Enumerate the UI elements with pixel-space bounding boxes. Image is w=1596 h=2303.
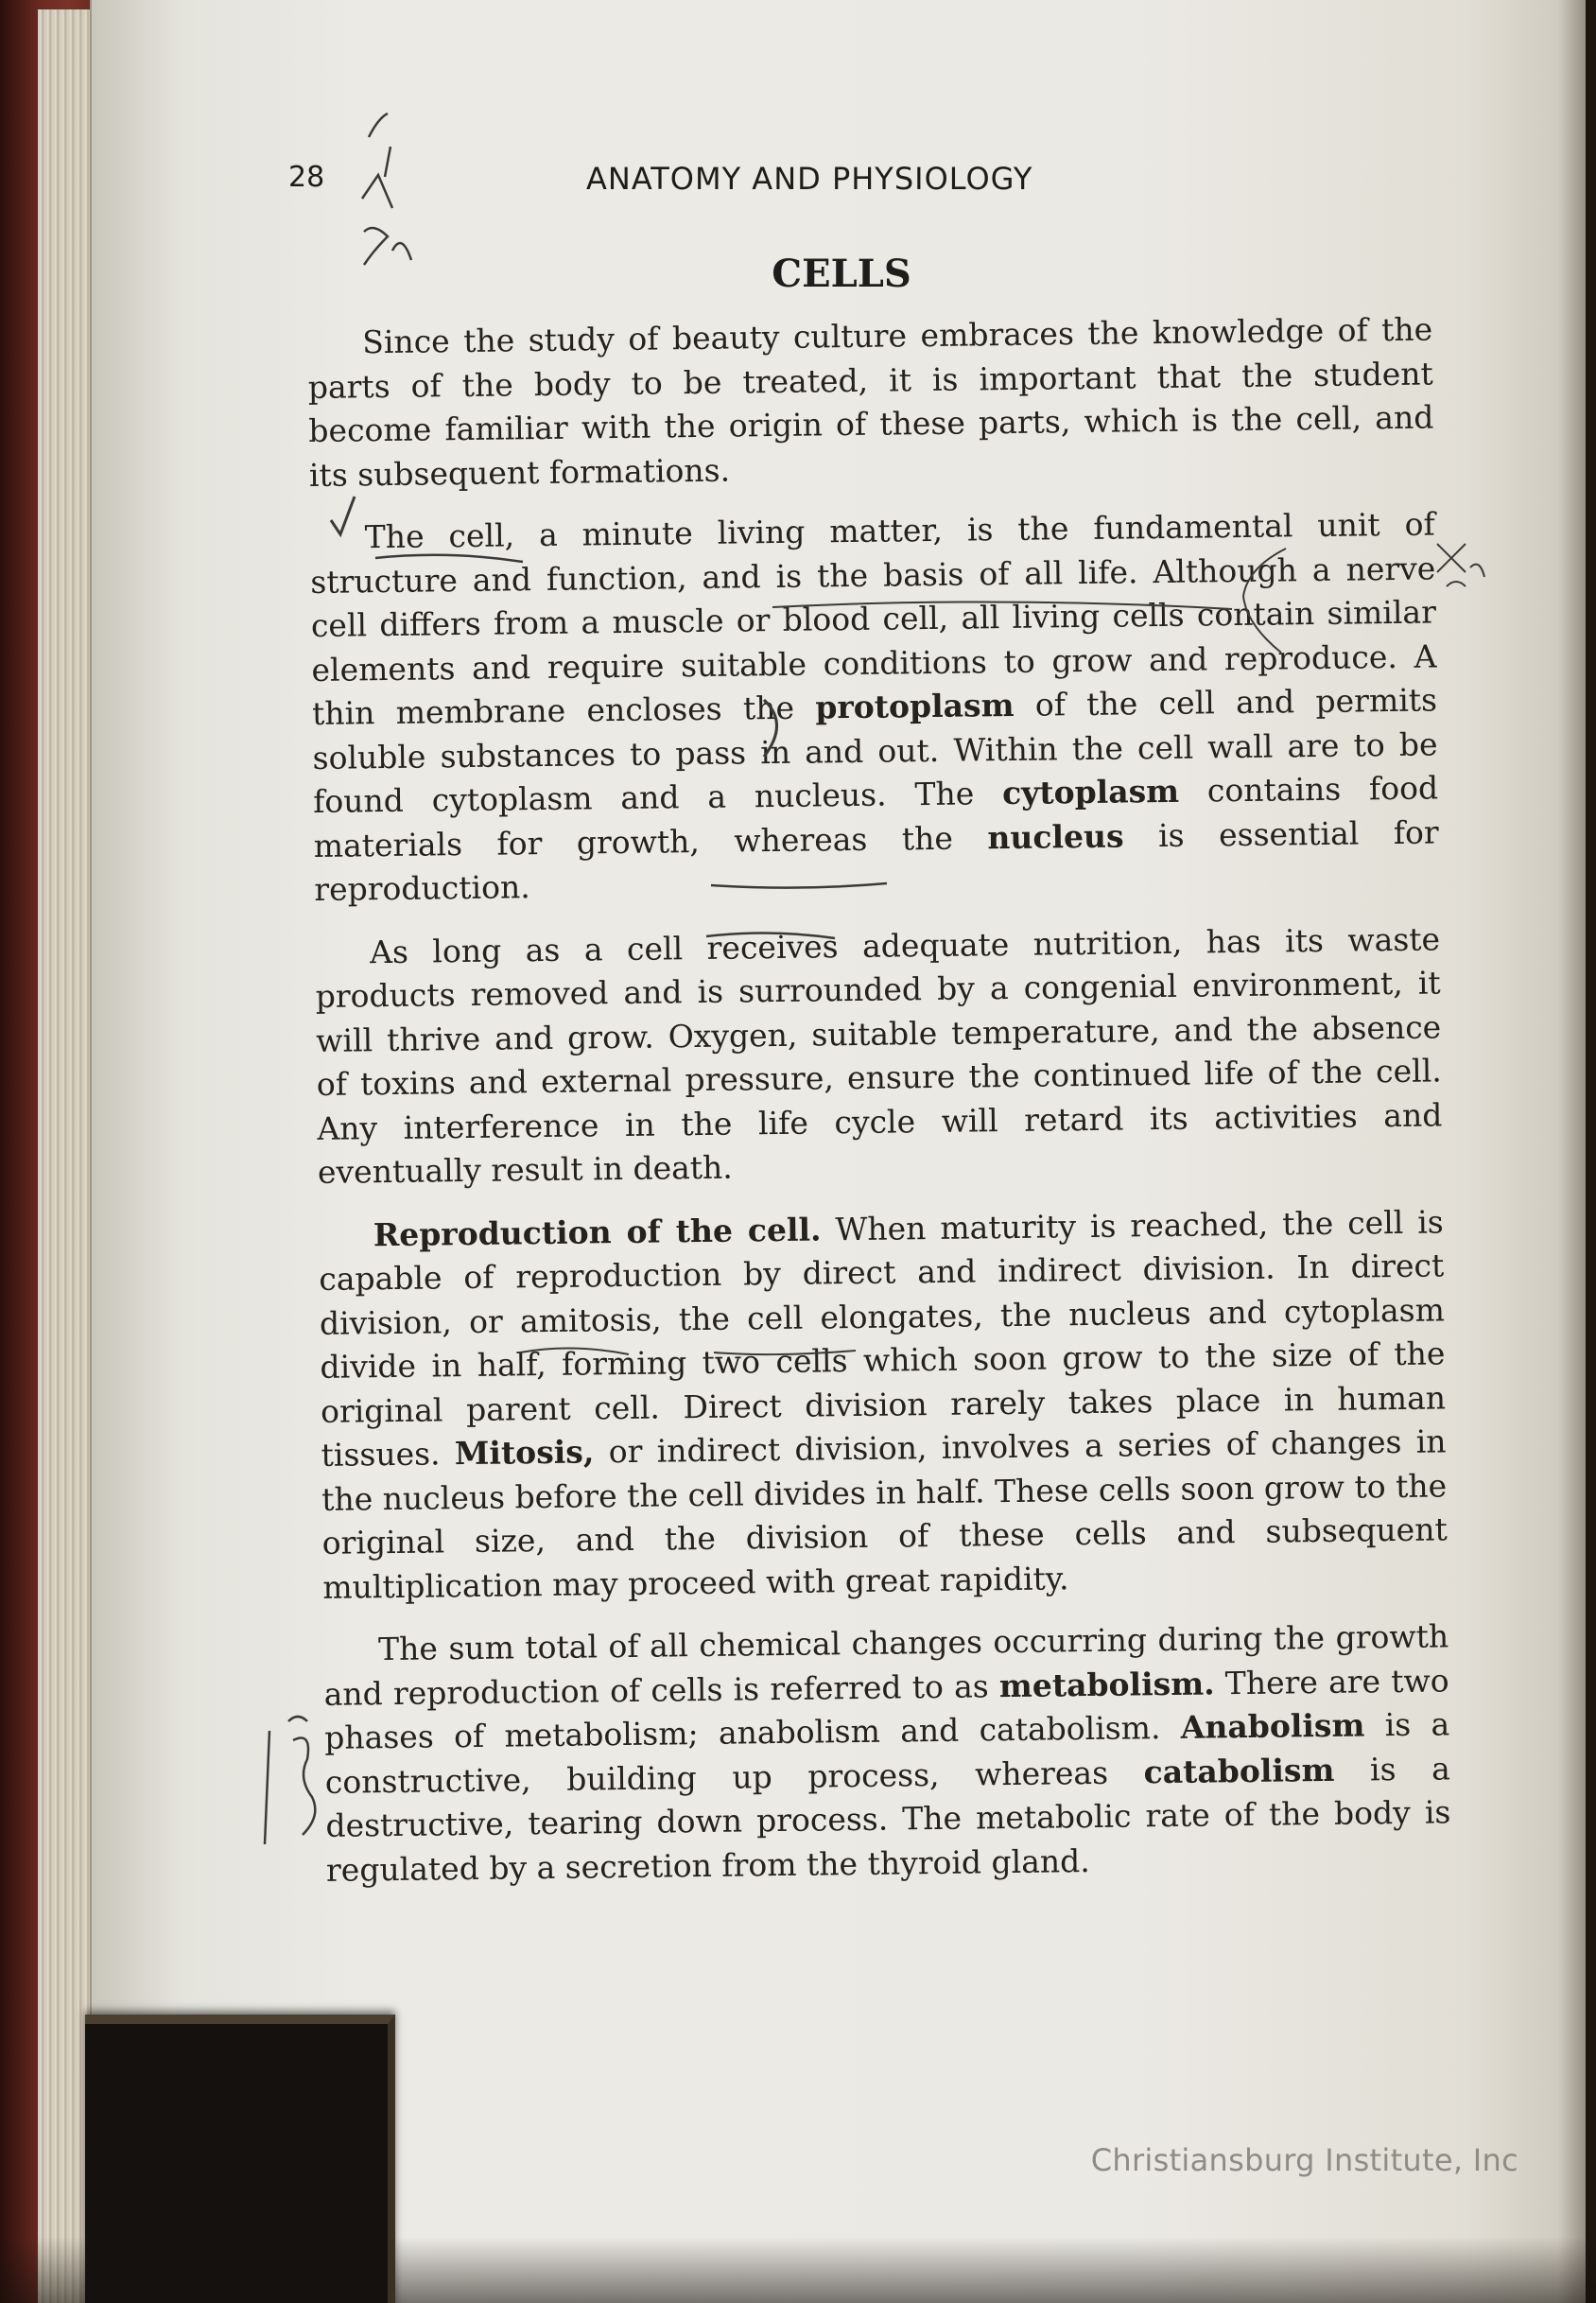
page-number: 28	[288, 161, 325, 194]
term-reproduction-of-the-cell: Reproduction of the cell.	[373, 1210, 822, 1253]
paragraph-text: The sum total of all chemical changes occurring during the growth and reproduction of cells is referred to as	[323, 1617, 1449, 1713]
term-nucleus: nucleus	[987, 816, 1124, 856]
term-metabolism: metabolism.	[998, 1664, 1215, 1704]
paragraph-intro	[307, 307, 1434, 497]
paragraph-cell-life	[315, 917, 1443, 1195]
watermark: Christiansburg Institute, Inc	[1090, 2142, 1518, 2178]
paragraph-text: is a destructive, tearing down process. The metabolic rate of the body is regulated by a secretion from the thyroid gland.	[325, 1749, 1451, 1889]
term-cytoplasm: cytoplasm	[1001, 772, 1180, 812]
page-header	[288, 161, 1423, 208]
paragraph-metabolism	[323, 1614, 1451, 1893]
paragraph-text: of the cell and permits soluble substances to pass in and out. Within the cell wall are to be found cytoplasm and a nucleus. The	[312, 681, 1438, 820]
term-protoplasm: protoplasm	[815, 686, 1015, 726]
running-title: ANATOMY AND PHYSIOLOGY	[586, 161, 1033, 197]
term-mitosis: Mitosis,	[454, 1433, 595, 1473]
paragraph-text: As long as a cell receives adequate nutrition, has its waste products removed and is surrounded by a congenial environment, it will thrive and grow. Oxygen, suitable temperature, and the absence of toxins and external pressure, ensure the continued life of the cell. Any interference in the life cycle will retard its activities and eventually result in death.	[315, 919, 1443, 1191]
section-title: CELLS	[772, 252, 911, 296]
paragraph-text: or indirect division, involves a series of changes in the nucleus before the cell divides in half. These cells soon grow to the original size, and the division of these cells and subsequent multiplication may proceed with great rapidity.	[321, 1422, 1448, 1606]
page-clip	[85, 2015, 395, 2303]
paragraph-the-cell	[310, 502, 1440, 912]
term-anabolism: Anabolism	[1180, 1706, 1365, 1746]
paragraph-text: a minute living matter, is the fundamental unit of structure and function, and is the basis of all life. Although a nerve cell differs from a muscle or blood cell, all living cells contain similar elements and require suitable conditions to grow and reproduce. A thin membrane encloses the	[310, 505, 1437, 732]
page-gutter-shadow	[1558, 0, 1596, 2303]
paragraph-text: is essential for reproduction.	[314, 812, 1439, 908]
paragraph-text: contains food materials for growth, whereas the	[313, 769, 1439, 864]
term-catabolism: catabolism	[1143, 1751, 1335, 1790]
term-the-cell: The cell,	[364, 516, 515, 556]
paragraph-reproduction	[319, 1200, 1449, 1610]
paragraph-text: Since the study of beauty culture embraces the knowledge of the parts of the body to be treated, it is important that the student become familiar with the origin of these parts, which is the cell, and its subsequent formations.	[307, 310, 1434, 494]
paragraph-text: When maturity is reached, the cell is capable of reproduction by direct and indirect division. In direct division, or amitosis, the cell elongates, the nucleus and cytoplasm divide in half, forming two cells which soon grow to the size of the original parent cell. Direct division rarely takes place in human tissues.	[319, 1202, 1447, 1474]
paragraph-text: is a constructive, building up process, whereas	[324, 1705, 1450, 1801]
paragraph-text: There are two phases of metabolism; anabolism and catabolism.	[324, 1661, 1449, 1756]
page-body	[307, 307, 1451, 1910]
